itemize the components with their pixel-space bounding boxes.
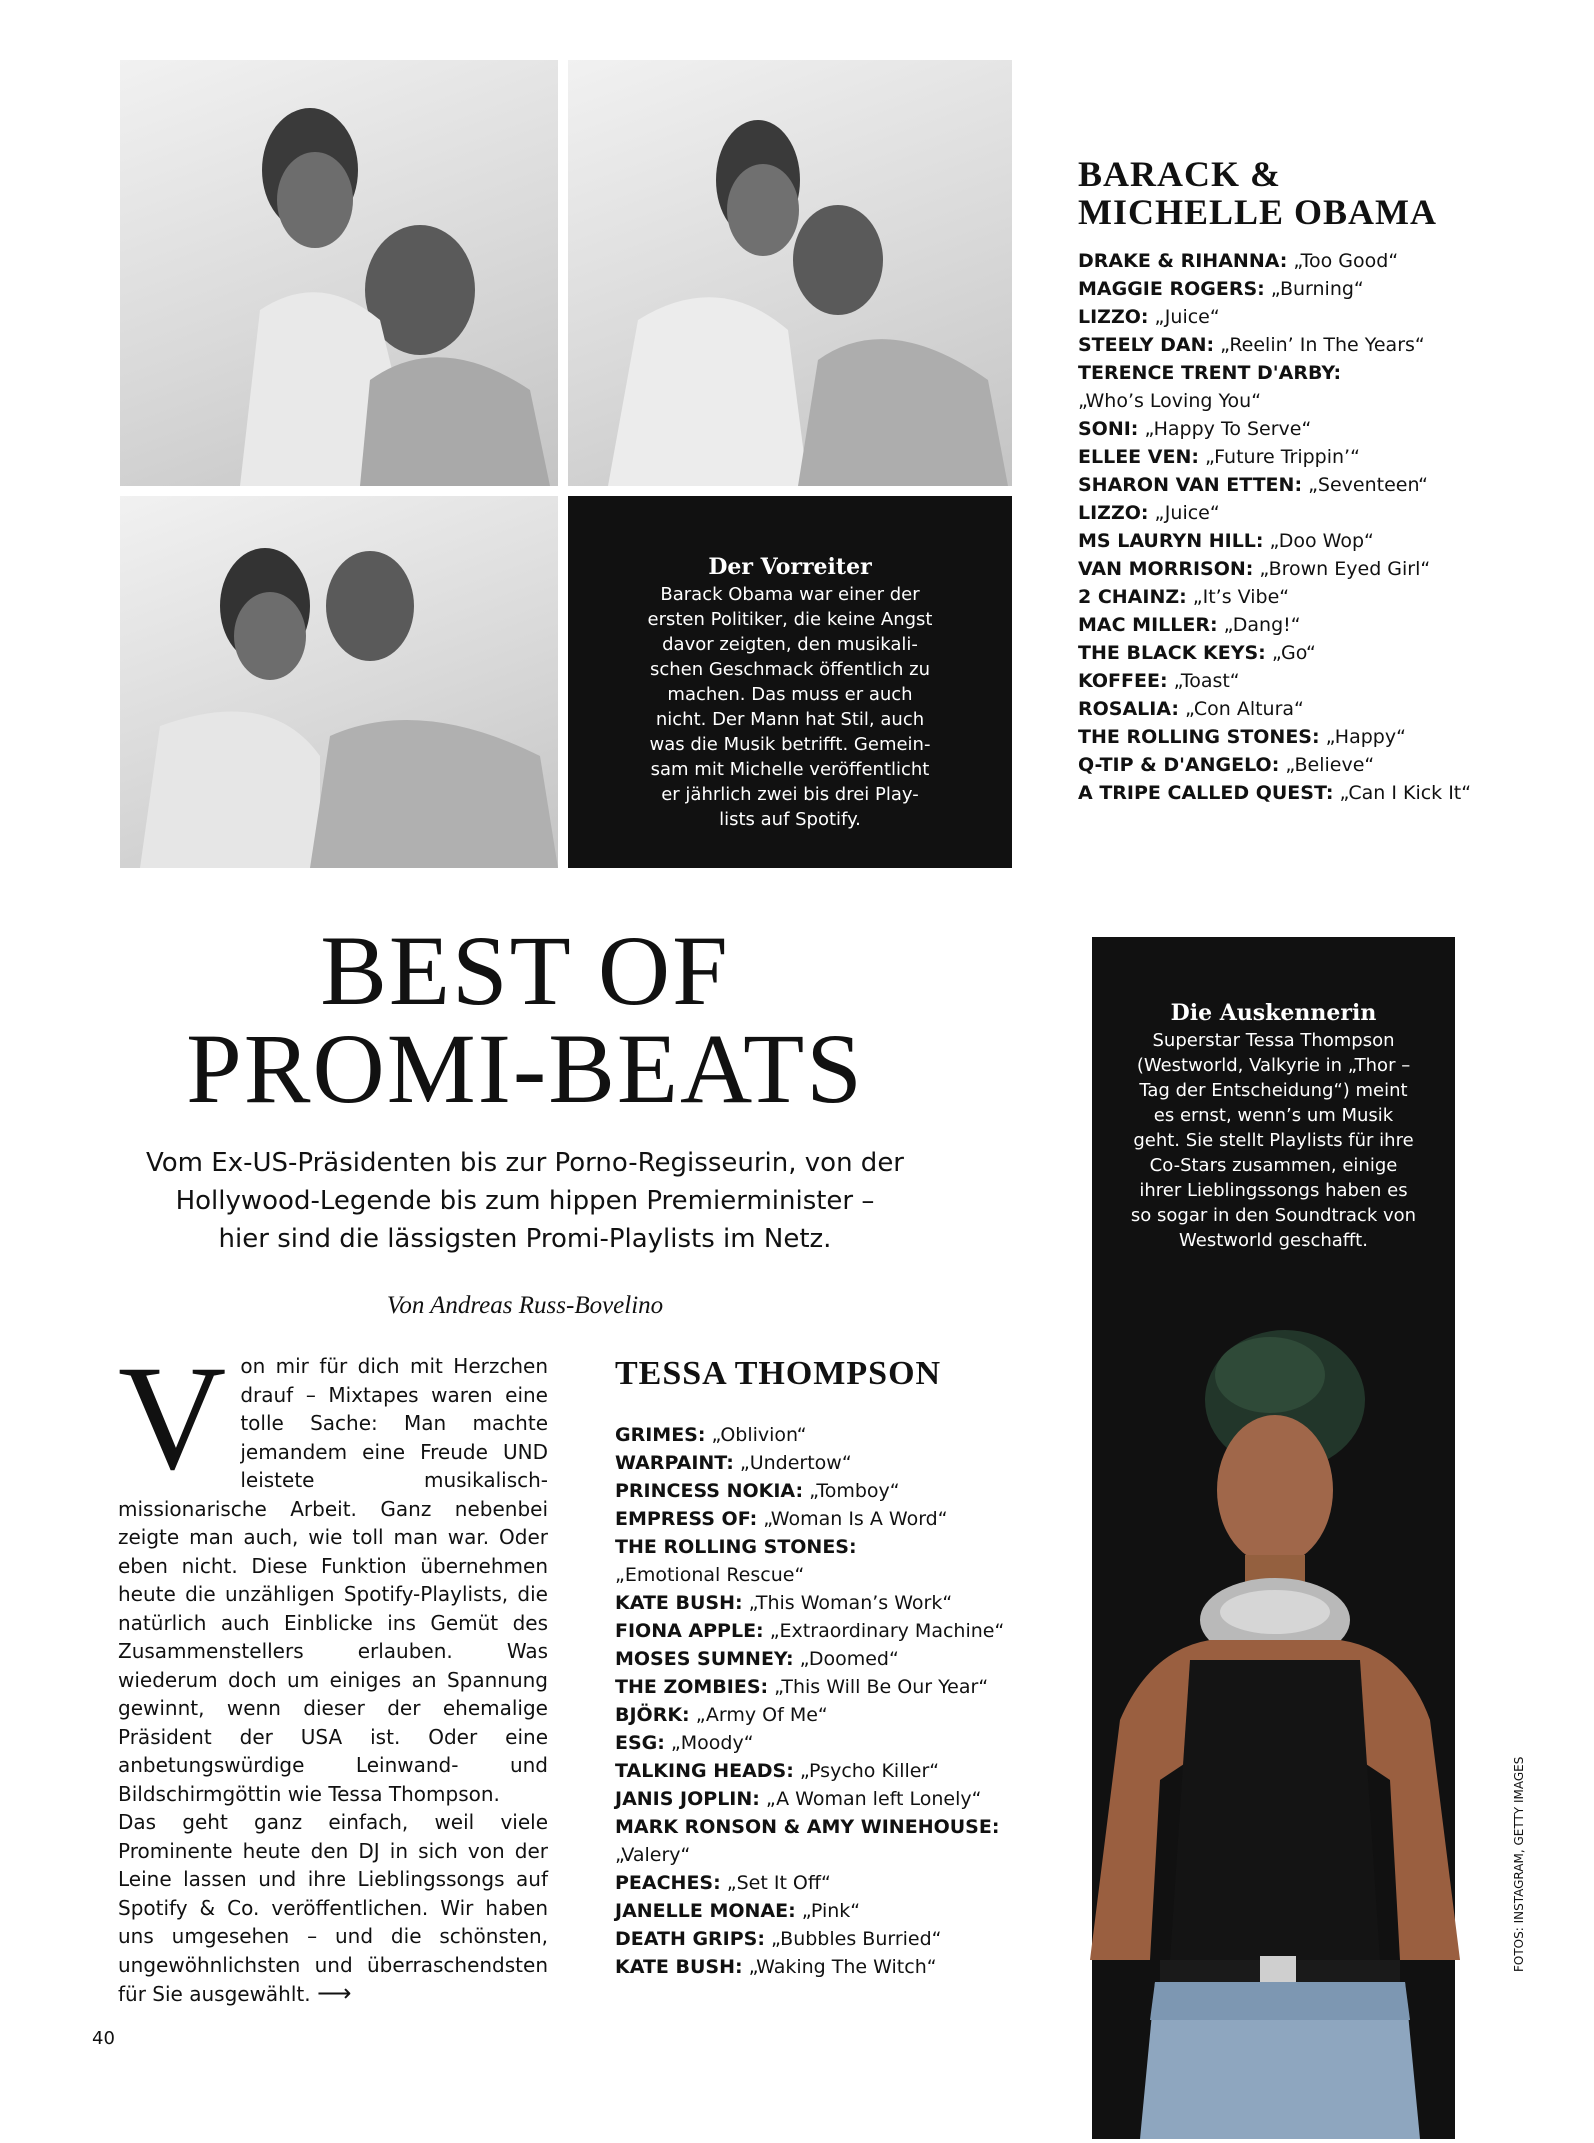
- track-item: FIONA APPLE: „Extraordinary Machine“: [615, 1620, 1005, 1642]
- article-paragraph-2: Das geht ganz einfach, weil viele Prominente heute den DJ in sich von der Leine lassen und ihre Lieblingssongs auf Spotify & Co. veröffentlichen. Wir haben uns umgesehen – und die schönsten, ungewöhnlichsten und überraschendsten für Sie ausgewählt.: [118, 1810, 548, 2006]
- page-number: 40: [92, 2028, 115, 2049]
- track-item: BJÖRK: „Army Of Me“: [615, 1704, 828, 1726]
- track-item: MOSES SUMNEY: „Doomed“: [615, 1648, 899, 1670]
- track-item: MS LAURYN HILL: „Doo Wop“: [1078, 530, 1374, 552]
- caption-vorreiter: [568, 496, 1012, 868]
- caption-vorreiter-title: Der Vorreiter: [708, 554, 872, 580]
- photo-credit: FOTOS: INSTAGRAM, GETTY IMAGES: [1512, 1756, 1526, 1972]
- track-item: 2 CHAINZ: „It’s Vibe“: [1078, 586, 1290, 608]
- track-item: A TRIPE CALLED QUEST: „Can I Kick It“: [1078, 782, 1472, 804]
- track-item: „Who’s Loving You“: [1078, 390, 1262, 412]
- track-item: EMPRESS OF: „Woman Is A Word“: [615, 1508, 948, 1530]
- track-item: ELLEE VEN: „Future Trippin’“: [1078, 446, 1360, 468]
- track-item: LIZZO: „Juice“: [1078, 306, 1220, 328]
- obama-photo-3: [120, 496, 558, 868]
- track-item: THE BLACK KEYS: „Go“: [1078, 642, 1316, 664]
- track-item: TERENCE TRENT D'ARBY:: [1078, 362, 1342, 384]
- track-item: JANELLE MONAE: „Pink“: [615, 1900, 861, 1922]
- track-item: DEATH GRIPS: „Bubbles Burried“: [615, 1928, 942, 1950]
- page-headline: BEST OF PROMI-BEATS: [186, 915, 864, 1124]
- tessa-playlist: [615, 1355, 1055, 1981]
- track-item: THE ROLLING STONES:: [615, 1536, 857, 1558]
- track-item: STEELY DAN: „Reelin’ In The Years“: [1078, 334, 1425, 356]
- track-item: GRIMES: „Oblivion“: [615, 1424, 807, 1446]
- caption-auskennerin-title: Die Auskennerin: [1170, 1000, 1377, 1026]
- track-item: MARK RONSON & AMY WINEHOUSE:: [615, 1816, 1000, 1838]
- continue-arrow-icon: ⟶: [316, 1979, 352, 2007]
- tessa-photo: [1060, 1320, 1490, 2139]
- track-item: MAGGIE ROGERS: „Burning“: [1078, 278, 1364, 300]
- track-item: VAN MORRISON: „Brown Eyed Girl“: [1078, 558, 1431, 580]
- track-item: LIZZO: „Juice“: [1078, 502, 1220, 524]
- obama-playlist: [1078, 155, 1558, 807]
- tessa-playlist-heading: TESSA THOMPSON: [615, 1355, 942, 1392]
- caption-auskennerin-text: Superstar Tessa Thompson (Westworld, Valkyrie in „Thor – Tag der Entscheidung“) meint es ernst, wenn’s um Musik geht. Sie stellt Playlists für ihre Co-Stars zusammen, einige ihrer Lieblingssongs haben es so sogar in den Soundtrack von Westworld geschafft.: [1130, 1030, 1417, 1251]
- obama-playlist-heading: BARACK & MICHELLE OBAMA: [1078, 154, 1438, 232]
- track-item: ESG: „Moody“: [615, 1732, 754, 1754]
- track-item: „Valery“: [615, 1844, 691, 1866]
- track-item: THE ROLLING STONES: „Happy“: [1078, 726, 1406, 748]
- track-item: „Emotional Rescue“: [615, 1564, 805, 1586]
- track-item: PRINCESS NOKIA: „Tomboy“: [615, 1480, 900, 1502]
- drop-cap: V: [118, 1335, 227, 1501]
- obama-track-list: [1078, 247, 1558, 807]
- track-item: JANIS JOPLIN: „A Woman left Lonely“: [615, 1788, 982, 1810]
- track-item: KATE BUSH: „Waking The Witch“: [615, 1956, 937, 1978]
- track-item: SONI: „Happy To Serve“: [1078, 418, 1312, 440]
- track-item: MAC MILLER: „Dang!“: [1078, 614, 1301, 636]
- track-item: SHARON VAN ETTEN: „Seventeen“: [1078, 474, 1428, 496]
- track-item: KATE BUSH: „This Woman’s Work“: [615, 1592, 953, 1614]
- track-item: KOFFEE: „Toast“: [1078, 670, 1240, 692]
- track-item: DRAKE & RIHANNA: „Too Good“: [1078, 250, 1399, 272]
- tessa-track-list: [615, 1421, 1055, 1981]
- track-item: PEACHES: „Set It Off“: [615, 1872, 831, 1894]
- track-item: THE ZOMBIES: „This Will Be Our Year“: [615, 1676, 989, 1698]
- obama-photo-2: [568, 60, 1012, 486]
- track-item: WARPAINT: „Undertow“: [615, 1452, 852, 1474]
- track-item: TALKING HEADS: „Psycho Killer“: [615, 1760, 940, 1782]
- page-subhead: Vom Ex-US-Präsidenten bis zur Porno-Regisseurin, von der Hollywood-Legende bis zum hippen Premierminister – hier sind die lässigsten Promi-Playlists im Netz.: [146, 1148, 904, 1254]
- byline: Von Andreas Russ-Bovelino: [386, 1292, 664, 1319]
- article-body: [118, 1335, 548, 2009]
- track-item: Q-TIP & D'ANGELO: „Believe“: [1078, 754, 1375, 776]
- obama-photo-1: [120, 60, 558, 486]
- article-paragraph-1: on mir für dich mit Herzchen drauf – Mixtapes waren eine tolle Sache: Man machte jemandem eine Freude UND leistete musikalisch-missionarische Arbeit. Ganz nebenbei zeigte man auch, wie toll man war. Oder eben nicht. Diese Funktion übernehmen heute die unzähligen Spotify-Playlists, die natürlich auch Einblicke ins Gemüt des Zusammenstellers erlauben. Was wiederum doch um einiges an Spannung gewinnt, wenn dieser der ehemalige Präsident der USA ist. Oder eine anbetungswürdige Leinwand- und Bildschirmgöttin wie Tessa Thompson.: [118, 1354, 548, 1806]
- caption-vorreiter-text: Barack Obama war einer der ersten Politiker, die keine Angst davor zeigten, den musikali- schen Geschmack öffentlich zu machen. Das muss er auch nicht. Der Mann hat Stil, auch was die Musik betrifft. Gemein- sam mit Michelle veröffentlicht er jährlich zwei bis drei Play- lists auf Spotify.: [647, 584, 933, 830]
- track-item: ROSALIA: „Con Altura“: [1078, 698, 1304, 720]
